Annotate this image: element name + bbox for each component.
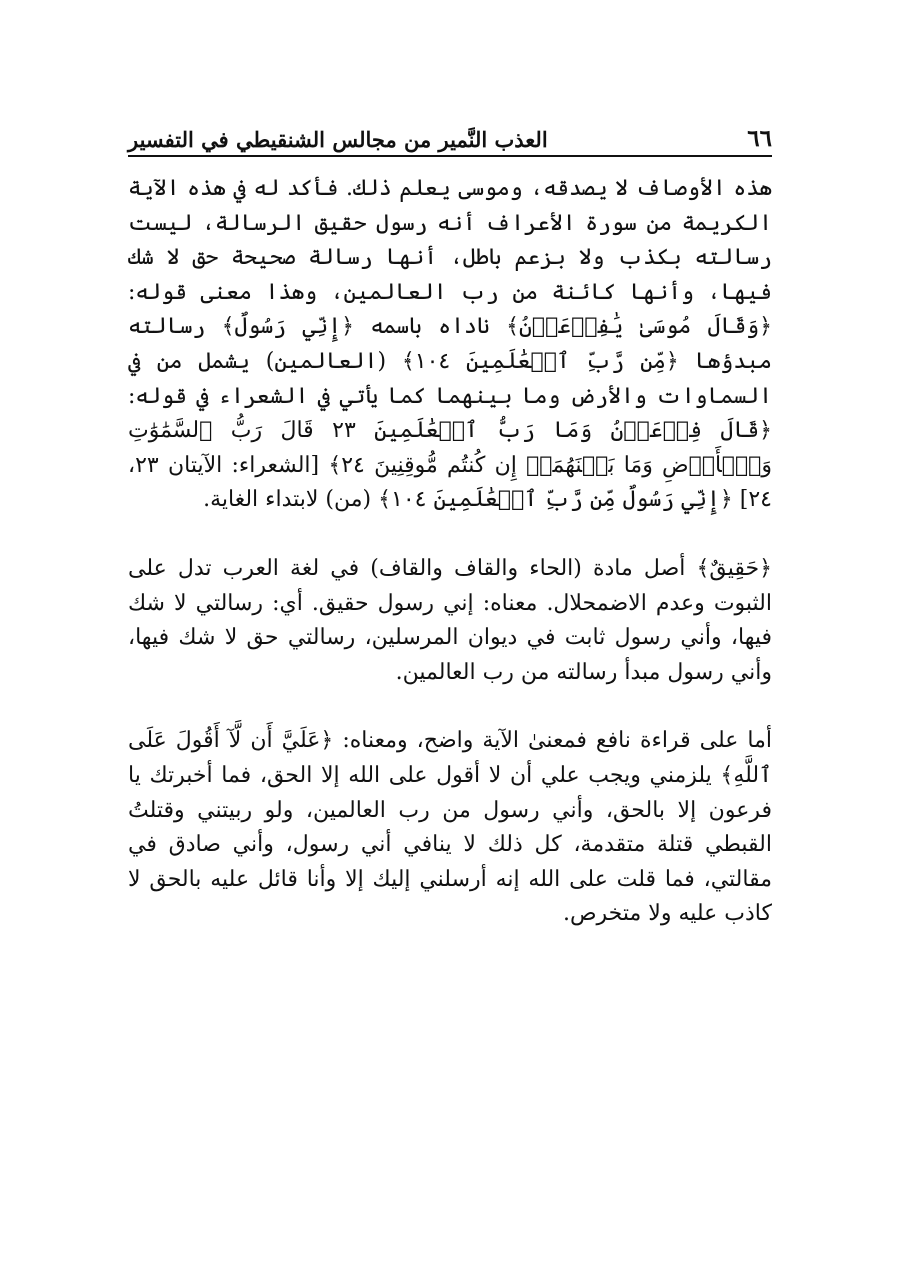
- header-title: العذب النَّمير من مجالس الشنقيطي في التفسير: [128, 127, 548, 152]
- paragraph-3: أما على قراءة نافع فمعنىٰ الآية واضح، ومعناه: ﴿عَلَيَّ أَن لَّآ أَقُولَ عَلَى ٱللَّهِ﴾ يلزمني ويجب علي أن لا أقول على الله إلا الحق، فما أخبرتك يا فرعون إلا بالحق، وأني رسول من رب العالمين، ولو ربيتني وقتلتُ القبطي قتلة متقدمة، كل ذلك لا ينافي أني رسول، وأني صادق في مقالتي، فما قلت على الله إنه أرسلني إليك إلا وأنا قائل عليه بالحق لا كاذب عليه ولا متخرص.: [128, 728, 772, 927]
- header-divider: [128, 155, 772, 157]
- body-text: [128, 172, 772, 932]
- page-number: ٦٦: [747, 125, 772, 152]
- paragraph-2: ﴿حَقِيقٌ﴾ أصل مادة (الحاء والقاف والقاف) في لغة العرب تدل على الثبوت وعدم الاضمحلال. معناه: إني رسول حقيق. أي: رسالتي لا شك فيها، وأني رسول ثابت في ديوان المرسلين، رسالتي حق لا شك فيها، وأني رسول مبدأ رسالته من رب العالمين.: [128, 555, 772, 685]
- running-header: [128, 112, 772, 152]
- paragraph-1: هذه الأوصاف لا يصدقه، وموسى يعلم ذلك. فأكد له في هذه الآية الكريمة من سورة الأعراف أنه رسول حقيق الرسالة، ليست رسالته بكذب ولا بزعم باطل، أنها رسالة صحيحة حق لا شك فيها، وأنها كائنة من رب العالمين، وهذا معنى قوله: ﴿وَقَالَ مُوسَىٰ يَٰفِرۡعَوۡنُ﴾ ناداه باسمه ﴿إِنِّي رَسُولٌ﴾ رسالته مبدؤها ﴿مِّن رَّبِّ ٱلۡعَٰلَمِينَ ١٠٤﴾ (العالمين) يشمل من في السماوات والأرض وما بينهما كما يأتي في الشعراء في قوله: ﴿قَالَ فِرۡعَوۡنُ وَمَا رَبُّ ٱلۡعَٰلَمِينَ ٢٣ قَالَ رَبُّ ٱلسَّمَٰوَٰتِ وَٱلۡأَرۡضِ وَمَا بَيۡنَهُمَآۖ إِن كُنتُم مُّوقِنِينَ ٢٤﴾ [الشعراء: الآيتان ٢٣، ٢٤] ﴿إِنِّي رَسُولٌ مِّن رَّبِّ ٱلۡعَٰلَمِينَ ١٠٤﴾ (من) لابتداء الغاية.: [128, 176, 772, 513]
